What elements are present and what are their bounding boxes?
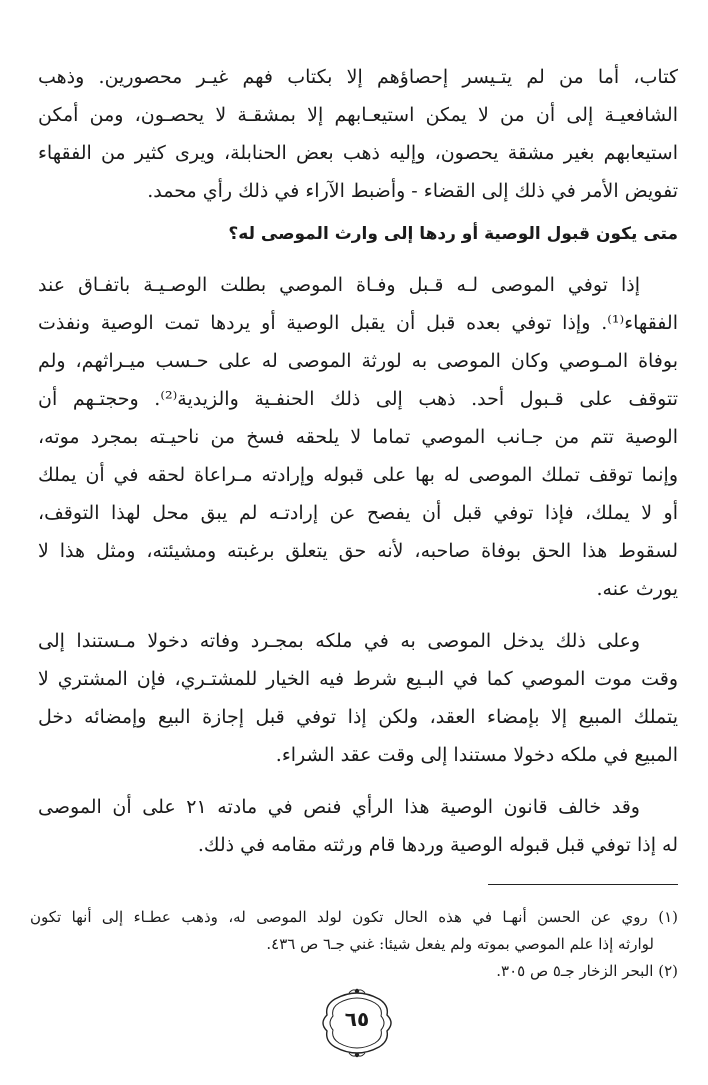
footnote-separator: [488, 884, 678, 885]
text-line: له إذا توفي قبل قبوله الوصية وردها قام ورثته مقامه في ذلك.: [197, 834, 678, 856]
paragraph-1: [38, 58, 678, 210]
text-line: إذا توفي الموصى لـه قـبل وفـاة الموصي بطلت الوصـيـة باتفـاق عند: [38, 274, 640, 296]
page-number-ornament: [315, 985, 399, 1061]
paragraph-3: [38, 622, 678, 774]
text-line: وقت موت الموصي كما في البـيع شرط فيه الخيار للمشتـري، فإن المشتري لا: [38, 668, 678, 690]
text-line: تفويض الأمر في ذلك إلى القضاء - وأضبط الآراء في ذلك رأي محمد.: [147, 180, 678, 202]
text-line: الفقهاء⁽¹⁾. وإذا توفي بعده قبل أن يقبل الوصية أو يردها تمت الوصية ونفذت: [38, 312, 678, 334]
text-line: بوفاة المـوصي وكان الموصى به لورثة الموصى له على حـسب ميـراثهم، ولم: [38, 350, 678, 372]
text-line: استيعابهم بغير مشقة يحصون، وإليه ذهب بعض الحنابلة، ويرى كثير من الفقهاء: [38, 142, 678, 164]
text-line: أو لا يملك، فإذا توفي قبل أن يفصح عن إرادتـه لم يبق محل لهذا التوقف،: [38, 502, 678, 524]
text-line: كتاب، أما من لم يتـيسر إحصاؤهم إلا بكتاب فهم غيـر محصورين. وذهب: [38, 66, 678, 88]
footnote-2: (٢) البحر الزخار جـ٥ ص ٣٠٥.: [496, 962, 678, 980]
footnote-1-continued: لوارثه إذا علم الموصي بموته ولم يفعل شيئا: غني جـ٦ ص ٤٣٦.: [266, 935, 654, 953]
text-line: تتوقف على قـبول أحد. ذهب إلى ذلك الحنفـية والزيدية⁽²⁾. وحجتـهم أن: [38, 388, 678, 410]
page-body: [38, 58, 678, 864]
text-line: وقد خالف قانون الوصية هذا الرأي فنص في مادته ٢١ على أن الموصى: [38, 796, 640, 818]
text-line: يورث عنه.: [596, 578, 678, 600]
paragraph-2: [38, 266, 678, 608]
text-line: وعلى ذلك يدخل الموصى به في ملكه بمجـرد وفاته دخولا مـستندا إلى: [38, 630, 640, 652]
footnote-1: (١) روي عن الحسن أنهـا في هذه الحال تكون لولد الموصى له، وذهب عطـاء إلى أنها تكون: [30, 908, 678, 926]
page-number: ٦٥: [344, 1007, 370, 1031]
text-line: وإنما توقف تملك الموصى له بها على قبوله وإرادته مـراعاة لحقه في أن يملك: [38, 464, 678, 486]
text-line: المبيع في ملكه دخولا مستندا إلى وقت عقد الشراء.: [275, 744, 678, 766]
text-line: لسقوط هذا الحق بوفاة صاحبه، لأنه حق يتعلق برغبته ومشيئته، ومثل هذا لا: [38, 540, 678, 562]
text-line: الوصية تتم من جـانب الموصي تماما لا يلحقه فسخ من ناحيـته بمجرد موته،: [38, 426, 678, 448]
text-line: الشافعيـة إلى أن من لا يمكن استيعـابهم إلا بمشقـة لا يحصـون، ومن أمكن: [38, 104, 678, 126]
footnotes: [30, 904, 678, 985]
section-heading: متى يكون قبول الوصية أو ردها إلى وارث الموصى له؟: [228, 224, 678, 244]
text-line: يتملك المبيع إلا بإمضاء العقد، ولكن إذا توفي قبل إجازة البيع وإمضائه دخل: [38, 706, 678, 728]
paragraph-4: [38, 788, 678, 864]
